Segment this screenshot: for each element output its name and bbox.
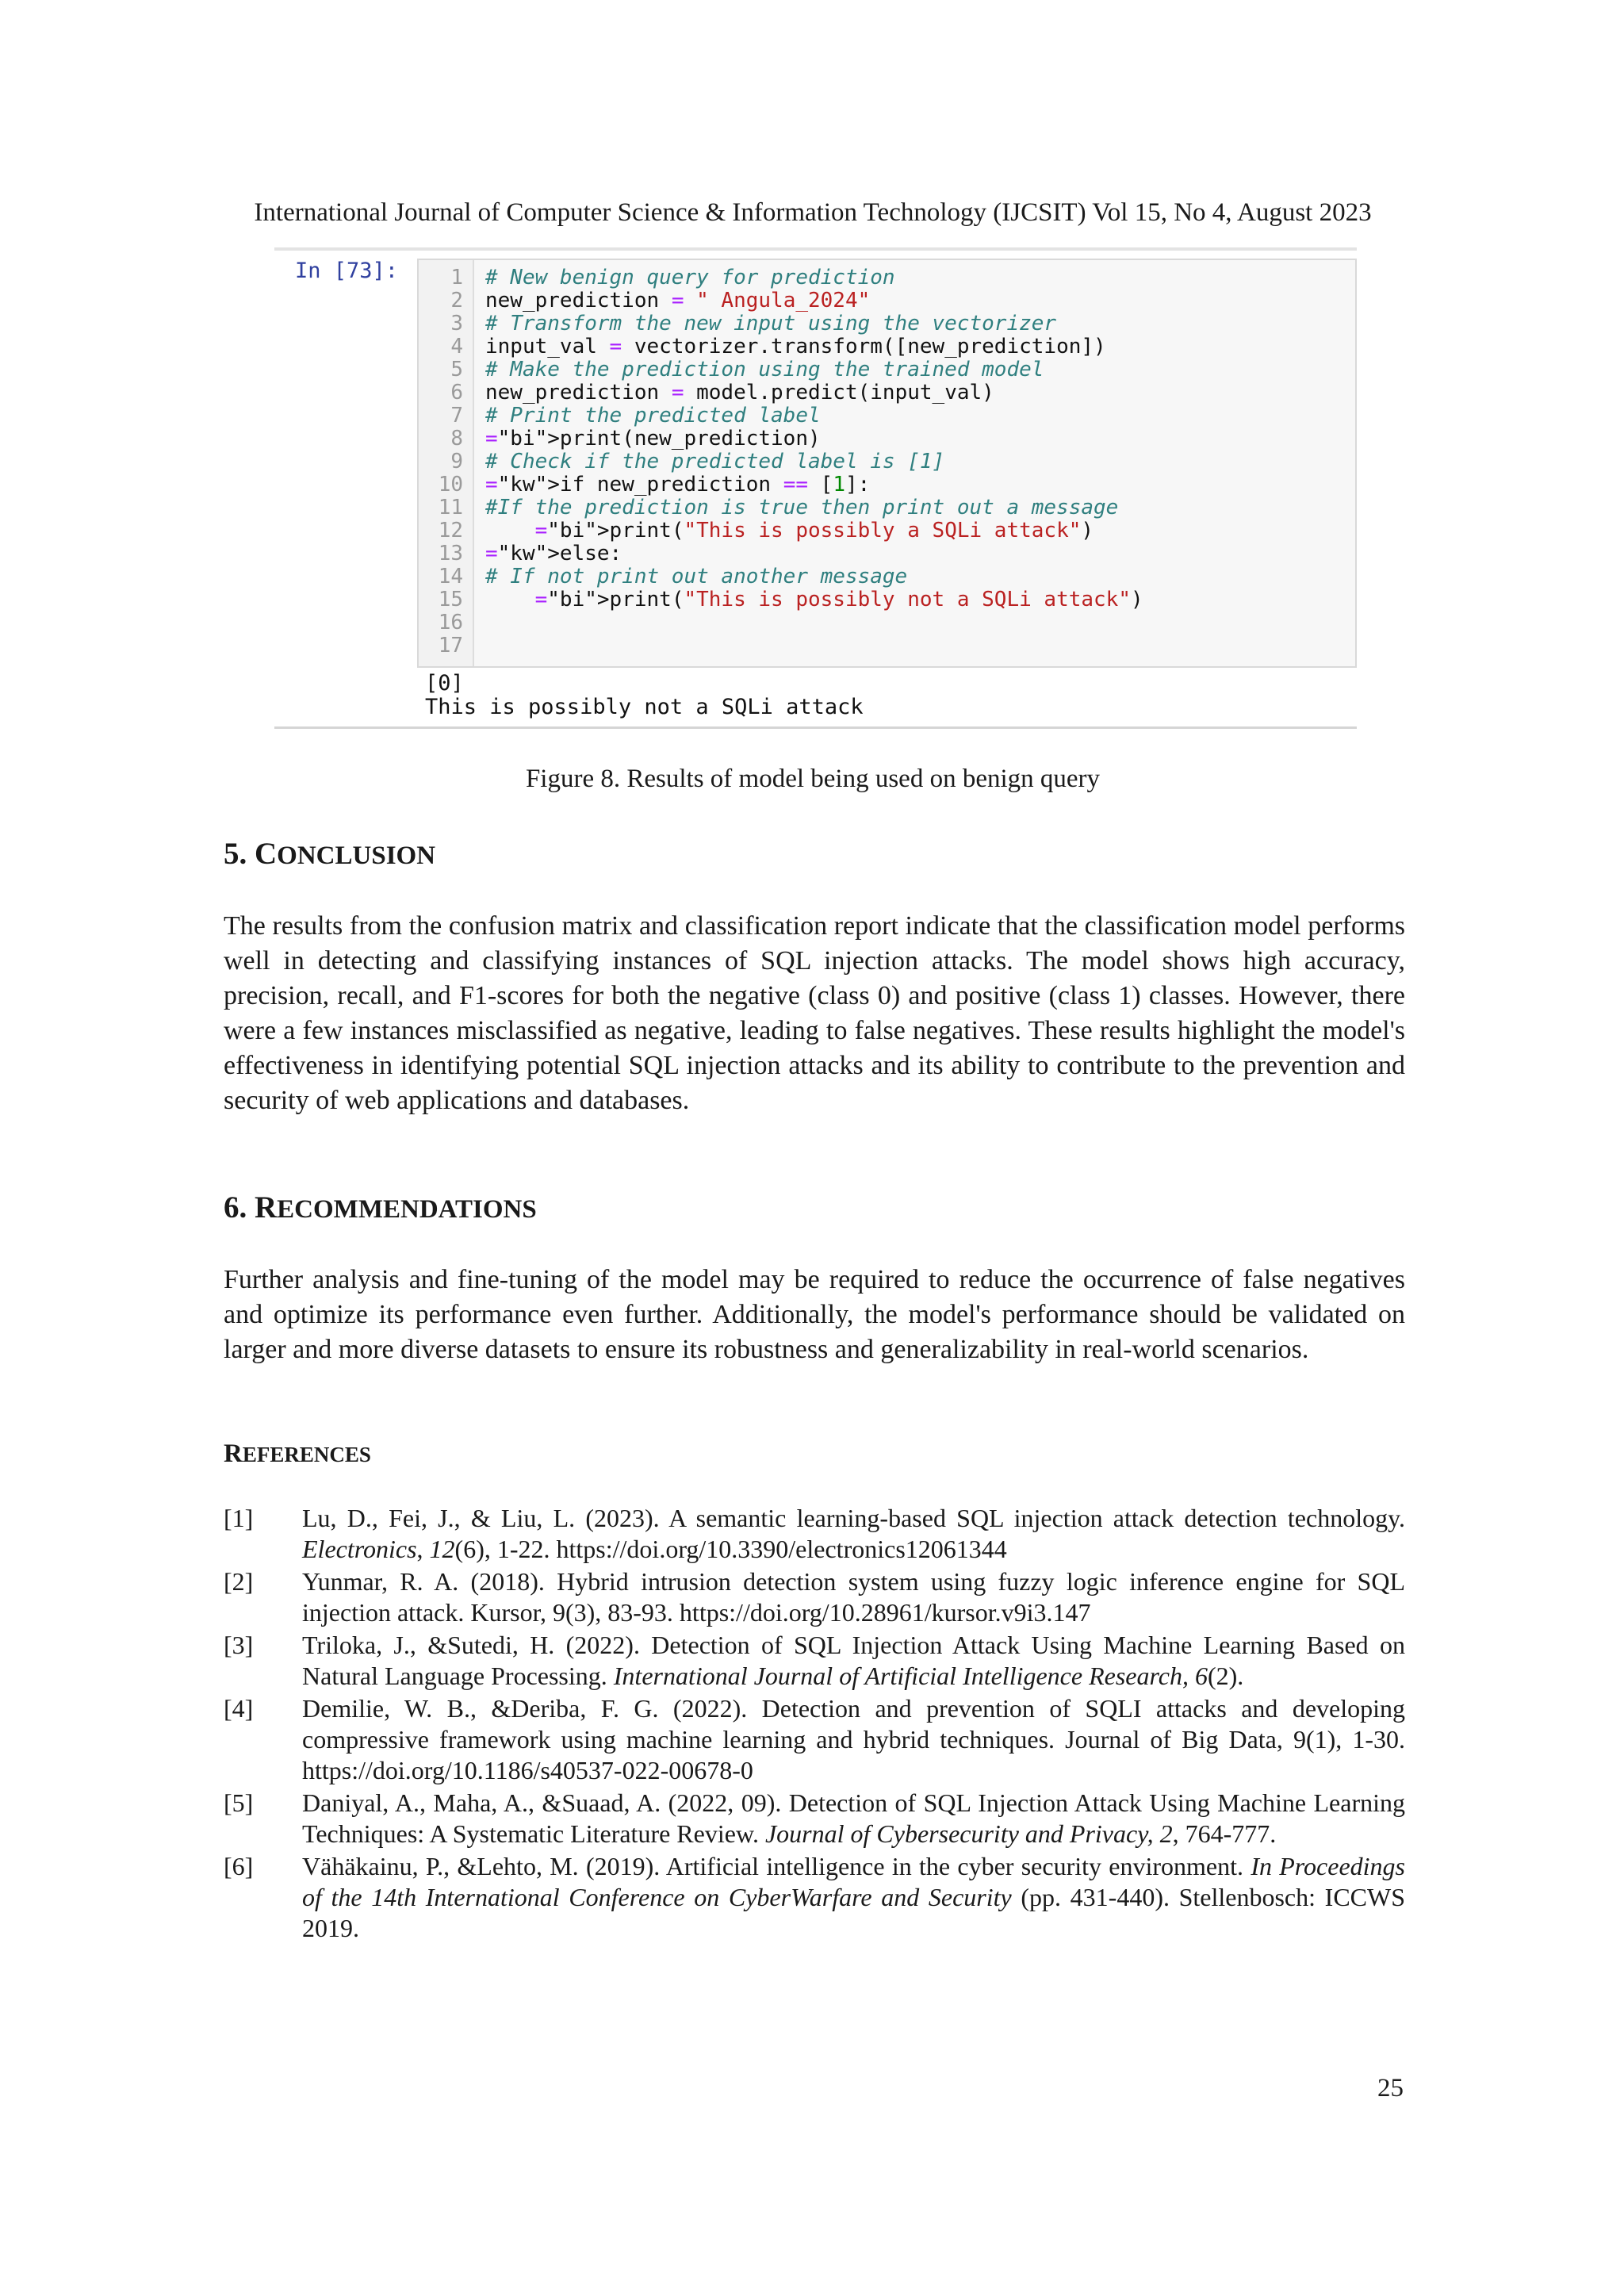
- line-number: 3: [450, 312, 463, 335]
- code-text: ="bi">print(new_prediction): [485, 427, 821, 450]
- reference-volume: 12: [429, 1535, 455, 1563]
- code-text: new_prediction = model.predict(input_val): [485, 381, 994, 404]
- reference-text-part: (6), 1-22. https://doi.org/10.3390/electronics12061344: [454, 1535, 1007, 1563]
- code-text: # Make the prediction using the trained model: [485, 358, 1044, 381]
- line-number: 10: [438, 473, 463, 496]
- line-number: 4: [450, 335, 463, 358]
- reference-item-4: [224, 1693, 1405, 1786]
- line-number: 8: [450, 427, 463, 450]
- references-heading: [224, 1438, 371, 1470]
- reference-number: [5]: [224, 1788, 254, 1817]
- reference-text-part: Yunmar, R. A. (2018). Hybrid intrusion detection system using fuzzy logic inference engine for SQL injection attack. Kursor, 9(3), 83-93. https://doi.org/10.28961/kursor.v9i3.147: [302, 1567, 1405, 1627]
- cell-output-line-2: This is possibly not a SQLi attack: [425, 695, 864, 719]
- figure-caption: Figure 8. Results of model being used on benign query: [525, 765, 1101, 793]
- reference-text-part: Demilie, W. B., &Deriba, F. G. (2022). Detection and prevention of SQLI attacks and developing compressive framework using machine learning and hybrid techniques. Journal of Big Data, 9(1), 1-30. https://doi.org/10.1186/s40537-022-00678-0: [302, 1694, 1405, 1784]
- reference-list: [224, 1503, 1405, 1945]
- section-6-title-initial: R: [255, 1190, 278, 1225]
- reference-item-3: [224, 1630, 1405, 1692]
- code-text: # Check if the predicted label is [1]: [485, 450, 945, 473]
- line-number: 15: [438, 588, 463, 611]
- code-text: #If the prediction is true then print out a message: [485, 496, 1119, 519]
- line-number: 7: [450, 404, 463, 427]
- code-editor: [417, 259, 1357, 668]
- reference-number: [1]: [224, 1504, 254, 1532]
- code-text: # New benign query for prediction: [485, 266, 895, 289]
- code-text: # Print the predicted label: [485, 404, 821, 427]
- section-6-number: 6.: [224, 1190, 255, 1225]
- running-head: International Journal of Computer Science & Information Technology (IJCSIT) Vol 15, No 4, August 2023: [254, 198, 1372, 227]
- reference-number: [4]: [224, 1694, 254, 1723]
- reference-item-2: [224, 1566, 1405, 1628]
- references-title-rest: EFERENCES: [242, 1443, 371, 1466]
- line-number: 11: [438, 496, 463, 519]
- code-text: # Transform the new input using the vectorizer: [485, 312, 1057, 335]
- line-number: 5: [450, 358, 463, 381]
- cell-prompt: In [73]:: [295, 259, 399, 283]
- section-5-title-rest: ONCLUSION: [277, 841, 436, 870]
- reference-journal: International Journal of Artificial Intelligence Research, 6: [613, 1662, 1208, 1690]
- section-5-heading: [224, 836, 435, 874]
- reference-number: [6]: [224, 1852, 254, 1880]
- reference-text-part: (pp. 431-440). Stellenbosch: ICCWS 2019.: [302, 1883, 1406, 1942]
- line-number: 14: [438, 565, 463, 588]
- cell-top-border: [274, 247, 1357, 251]
- reference-number: [2]: [224, 1567, 254, 1596]
- code-text: ="bi">print("This is possibly not a SQLi attack"): [534, 588, 1143, 611]
- reference-text-part: (2).: [1207, 1662, 1244, 1690]
- line-number: 2: [450, 289, 463, 312]
- reference-text-part: Daniyal, A., Maha, A., &Suaad, A. (2022, 09). Detection of SQL Injection Attack Using Machine Learning Techniques: A Systematic Literature Review.: [302, 1788, 1405, 1848]
- line-number: 1: [450, 266, 463, 289]
- reference-text: [302, 1566, 1405, 1628]
- reference-item-1: [224, 1503, 1405, 1565]
- notebook-cell: [274, 247, 1357, 730]
- reference-item-6: [224, 1851, 1405, 1944]
- cell-output-line-1: [0]: [425, 671, 464, 696]
- section-6-title-rest: ECOMMENDATIONS: [277, 1195, 537, 1224]
- code-text: input_val = vectorizer.transform([new_prediction]): [485, 335, 1106, 358]
- cell-bottom-border: [274, 726, 1357, 729]
- reference-text-part: , 764-777.: [1172, 1819, 1277, 1848]
- code-text: ="kw">if new_prediction == [1]:: [485, 473, 871, 496]
- section-5-number: 5.: [224, 837, 255, 871]
- section-6-body: Further analysis and fine-tuning of the model may be required to reduce the occurrence of false negatives and optimize its performance even further. Additionally, the model's performance should be validated on larger and more diverse datasets to ensure its robustness and generalizability in real-world scenarios.: [224, 1265, 1405, 1364]
- code-text: ="bi">print("This is possibly a SQLi attack"): [534, 519, 1094, 542]
- reference-item-5: [224, 1788, 1405, 1849]
- line-number: 13: [438, 542, 463, 565]
- section-5-title-initial: C: [255, 837, 278, 871]
- code-text: ="kw">else:: [485, 542, 622, 565]
- page-number: 25: [1377, 2074, 1404, 2102]
- reference-text: [302, 1503, 1405, 1565]
- reference-text: [302, 1630, 1405, 1692]
- reference-text: [302, 1693, 1405, 1786]
- references-title-initial: R: [224, 1439, 243, 1468]
- code-text: # If not print out another message: [485, 565, 908, 588]
- reference-text-part: Triloka, J., &Sutedi, H. (2022). Detection of SQL Injection Attack Using Machine Learning Based on Natural Language Processing.: [302, 1631, 1405, 1690]
- section-6-heading: [224, 1190, 537, 1228]
- line-number: 12: [438, 519, 463, 542]
- line-number: 17: [438, 634, 463, 657]
- reference-text: [302, 1851, 1405, 1944]
- reference-text-part: Vähäkainu, P., &Lehto, M. (2019). Artificial intelligence in the cyber security environment.: [302, 1852, 1251, 1880]
- reference-journal: Journal of Cybersecurity and Privacy, 2: [764, 1819, 1173, 1848]
- reference-journal: Electronics: [302, 1535, 417, 1563]
- section-5-body: The results from the confusion matrix and classification report indicate that the classification model performs well in detecting and classifying instances of SQL injection attacks. The model shows high accuracy, precision, recall, and F1-scores for both the negative (class 0) and positive (class 1) classes. However, there were a few instances misclassified as negative, leading to false negatives. These results highlight the model's effectiveness in identifying potential SQL injection attacks and its ability to contribute to the prevention and security of web applications and databases.: [224, 911, 1405, 1115]
- line-number: 9: [450, 450, 463, 473]
- reference-number: [3]: [224, 1631, 254, 1659]
- code-text: new_prediction = " Angula_2024": [485, 289, 871, 312]
- reference-text-part: ,: [416, 1535, 430, 1563]
- reference-text-part: Lu, D., Fei, J., & Liu, L. (2023). A semantic learning-based SQL injection attack detection technology.: [302, 1504, 1405, 1532]
- line-number: 16: [438, 611, 463, 634]
- line-number: 6: [450, 381, 463, 404]
- reference-text: [302, 1788, 1405, 1849]
- reference-proceedings: In Proceedings of the 14th International Conference on CyberWarfare and Security: [302, 1852, 1406, 1911]
